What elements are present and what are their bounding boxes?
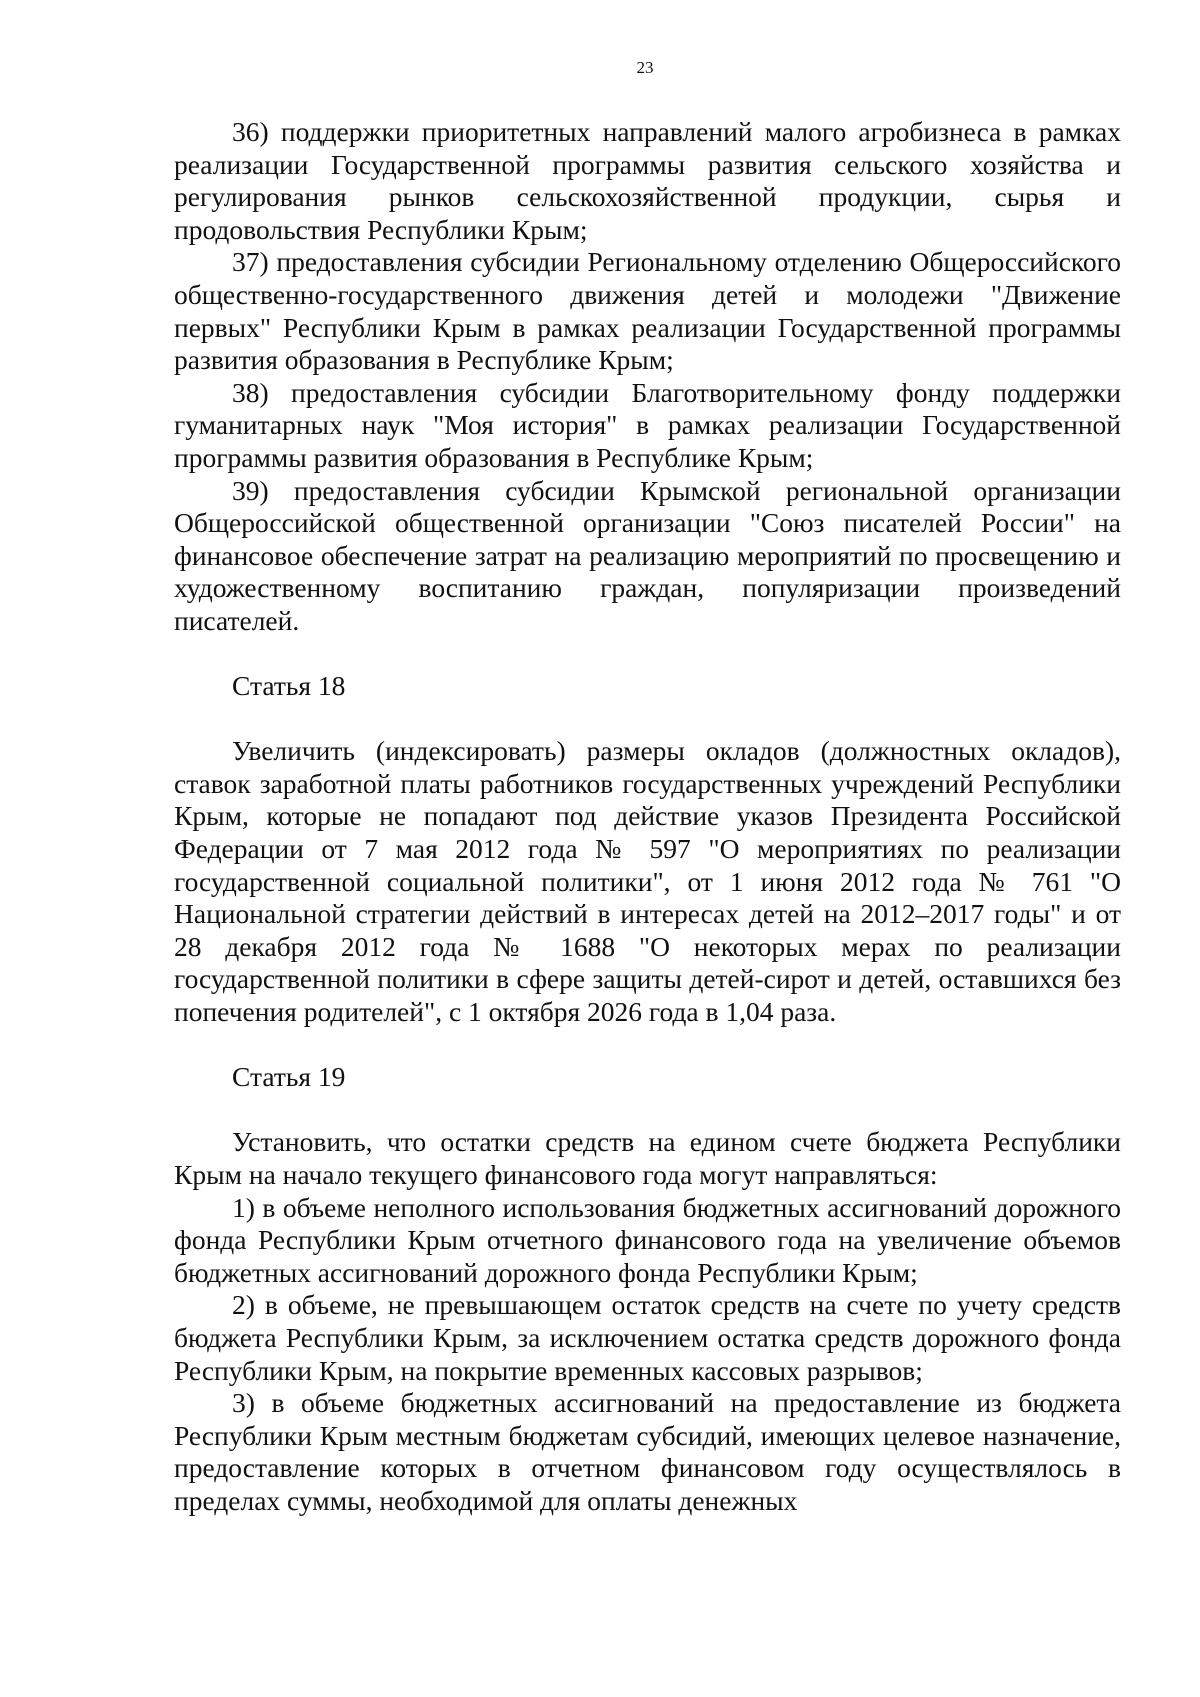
article-19-item-3: 3) в объеме бюджетных ассигнований на предоставление из бюджета Республики Крым местным бюджетам субсидий, имеющих целевое назначение, предоставление которых в отчетном финансовом году осуществлялось в пределах суммы, необходимой для оплаты денежных [174,1387,1121,1516]
article-19-item-2: 2) в объеме, не превышающем остаток средств на счете по учету средств бюджета Республики Крым, за исключением остатка средств дорожного фонда Республики Крым, на покрытие временных кассовых разрывов; [174,1289,1121,1386]
document-body [174,116,1121,1518]
article-19-intro: Установить, что остатки средств на едином счете бюджета Республики Крым на начало текущего финансового года могут направляться: [174,1126,1121,1190]
article-18-text: Увеличить (индексировать) размеры окладов (должностных окладов), ставок заработной платы работников государственных учреждений Республики Крым, которые не попадают под действие указов Президента Российской Федерации от 7 мая 2012 года № 597 "О мероприятиях по реализации государственной социальной политики", от 1 июня 2012 года № 761 "О Национальной стратегии действий в интересах детей на 2012–2017 годы" и от 28 декабря 2012 года № 1688 "О некоторых мерах по реализации государственной политики в сфере защиты детей-сирот и детей, оставшихся без попечения родителей", с 1 октября 2026 года в 1,04 раза. [174,735,1121,1028]
article-19-heading: Статья 19 [232,1061,346,1093]
list-item-38: 38) предоставления субсидии Благотворительному фонду поддержки гуманитарных наук "Моя история" в рамках реализации Государственной программы развития образования в Республике Крым; [174,376,1121,473]
list-item-37: 37) предоставления субсидии Региональному отделению Общероссийского общественно-государственного движения детей и молодежи "Движение первых" Республики Крым в рамках реализации Государственной программы развития образования в Республике Крым; [174,246,1121,376]
spacer [174,1094,1121,1127]
list-item-36: 36) поддержки приоритетных направлений малого агробизнеса в рамках реализации Государственной программы развития сельского хозяйства и регулирования рынков сельскохозяйственной продукции, сырья и продовольствия Республики Крым; [174,116,1121,245]
page-number: 23 [636,58,654,77]
spacer [174,1029,1121,1062]
list-item-39: 39) предоставления субсидии Крымской региональной организации Общероссийской общественной организации "Союз писателей России" на финансовое обеспечение затрат на реализацию мероприятий по просвещению и художественному воспитанию граждан, популяризации произведений писателей. [174,474,1121,636]
article-18-heading: Статья 18 [232,670,346,702]
article-19-item-1: 1) в объеме неполного использования бюджетных ассигнований дорожного фонда Республики Крым отчетного финансового года на увеличение объемов бюджетных ассигнований дорожного фонда Республики Крым; [174,1191,1121,1288]
spacer [174,703,1121,736]
spacer [174,638,1121,671]
